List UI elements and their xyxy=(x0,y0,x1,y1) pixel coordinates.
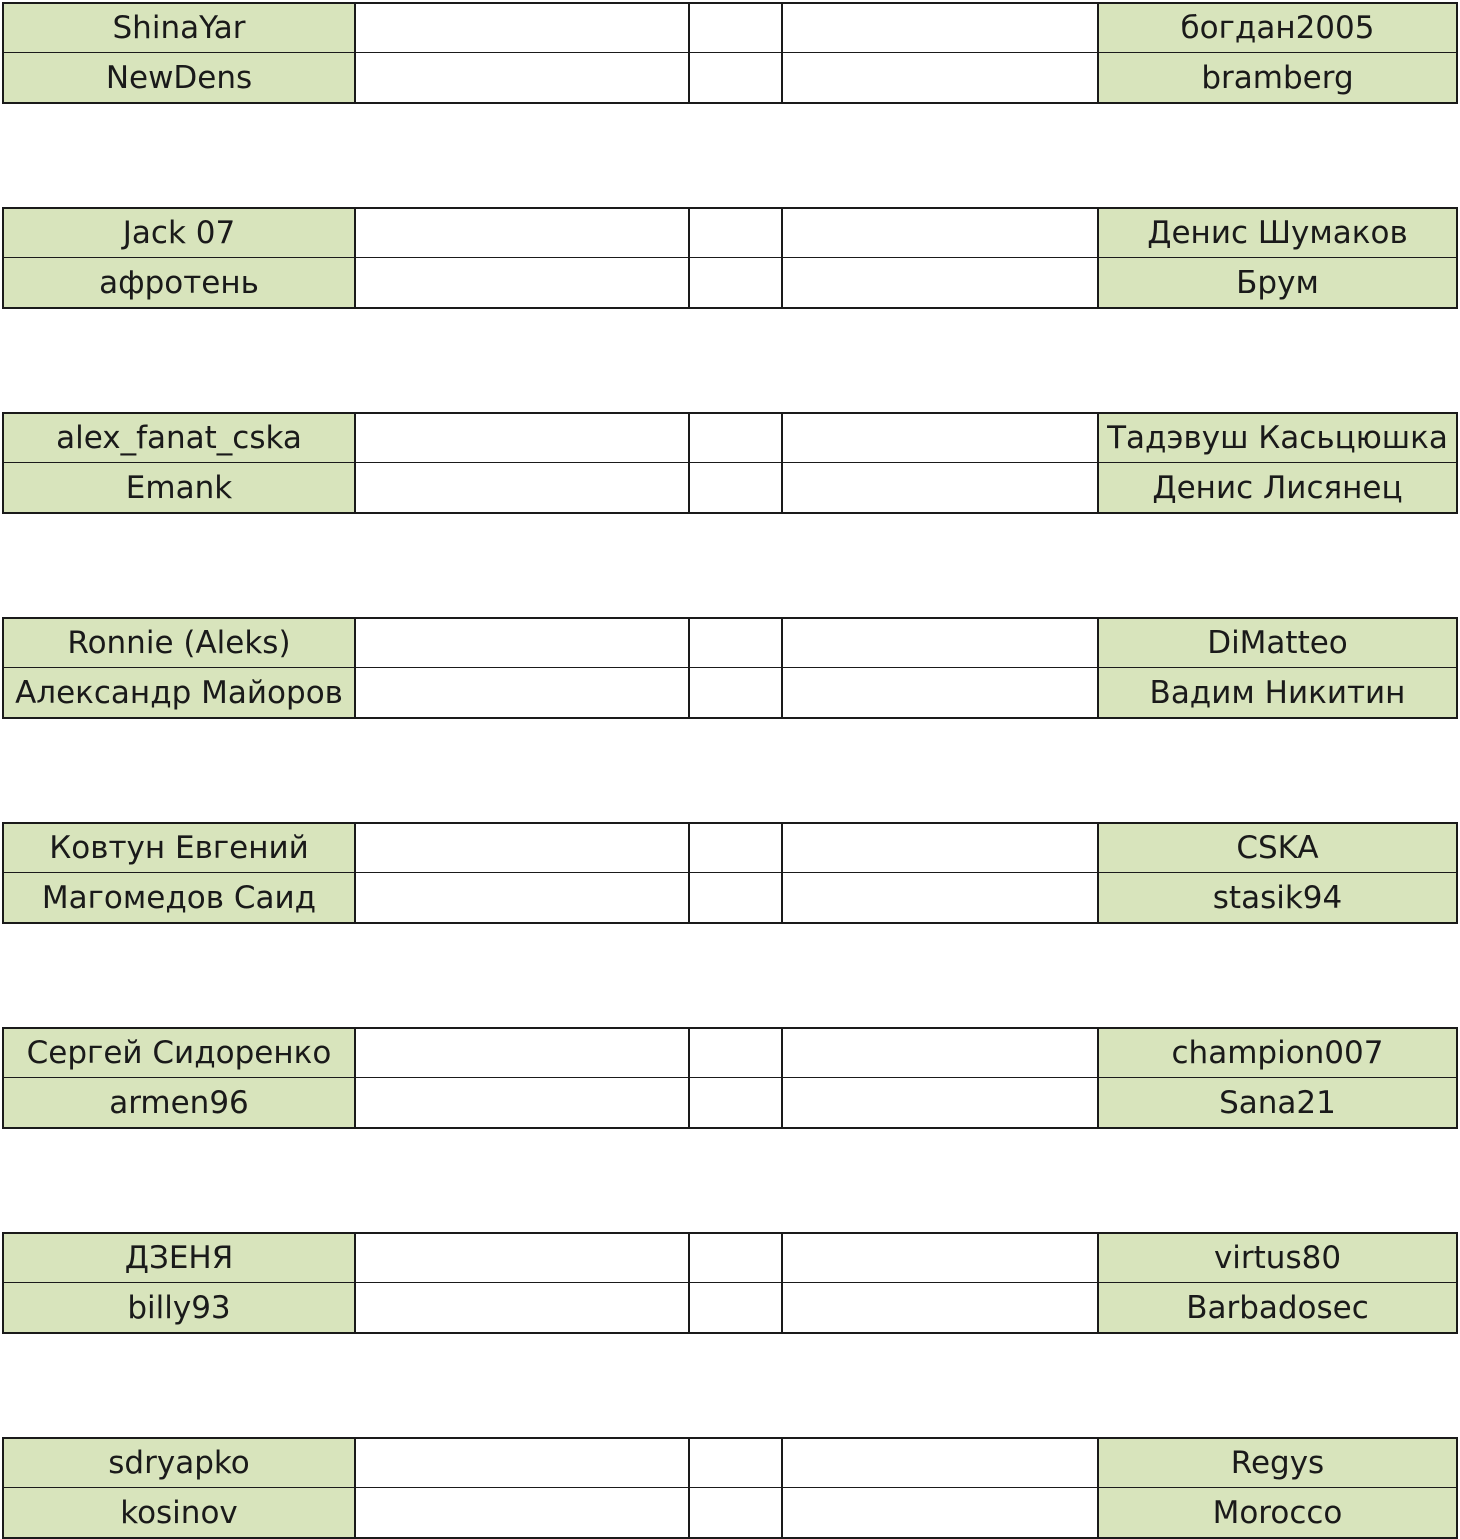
table-row xyxy=(2,258,1458,309)
left-player-cell[interactable]: kosinov xyxy=(2,1488,356,1539)
table-row xyxy=(2,207,1458,258)
separator-cell[interactable] xyxy=(688,1283,783,1334)
table-row xyxy=(2,1232,1458,1283)
table-row xyxy=(2,53,1458,104)
score-cell-left[interactable] xyxy=(354,1232,690,1284)
table-row xyxy=(2,873,1458,924)
left-player-cell[interactable]: Магомедов Саид xyxy=(2,873,356,924)
separator-cell[interactable] xyxy=(688,1488,783,1539)
right-player-cell[interactable]: bramberg xyxy=(1097,53,1458,104)
right-player-cell[interactable]: Regys xyxy=(1097,1437,1458,1489)
score-cell-left[interactable] xyxy=(354,617,690,669)
right-player-cell[interactable]: Тадэвуш Касьцюшка xyxy=(1097,412,1458,464)
left-player-cell[interactable]: Ronnie (Aleks) xyxy=(2,617,356,669)
score-cell-left[interactable] xyxy=(354,53,690,104)
left-player-cell[interactable]: alex_fanat_cska xyxy=(2,412,356,464)
separator-cell[interactable] xyxy=(688,412,783,464)
score-cell-right[interactable] xyxy=(781,1283,1099,1334)
score-cell-right[interactable] xyxy=(781,668,1099,719)
right-player-cell[interactable]: Брум xyxy=(1097,258,1458,309)
match-block xyxy=(2,1437,1458,1539)
left-player-cell[interactable]: Emank xyxy=(2,463,356,514)
separator-cell[interactable] xyxy=(688,207,783,259)
left-player-cell[interactable]: Jack 07 xyxy=(2,207,356,259)
score-cell-right[interactable] xyxy=(781,412,1099,464)
score-cell-right[interactable] xyxy=(781,1078,1099,1129)
match-block xyxy=(2,617,1458,719)
separator-cell[interactable] xyxy=(688,1232,783,1284)
separator-cell[interactable] xyxy=(688,1437,783,1489)
score-cell-right[interactable] xyxy=(781,463,1099,514)
right-player-cell[interactable]: stasik94 xyxy=(1097,873,1458,924)
score-cell-left[interactable] xyxy=(354,873,690,924)
score-cell-right[interactable] xyxy=(781,1232,1099,1284)
table-row xyxy=(2,2,1458,53)
match-block xyxy=(2,207,1458,309)
right-player-cell[interactable]: Morocco xyxy=(1097,1488,1458,1539)
match-block xyxy=(2,2,1458,104)
right-player-cell[interactable]: Sana21 xyxy=(1097,1078,1458,1129)
right-player-cell[interactable]: Денис Шумаков xyxy=(1097,207,1458,259)
score-cell-right[interactable] xyxy=(781,2,1099,54)
right-player-cell[interactable]: Денис Лисянец xyxy=(1097,463,1458,514)
score-cell-left[interactable] xyxy=(354,1283,690,1334)
score-cell-right[interactable] xyxy=(781,873,1099,924)
left-player-cell[interactable]: armen96 xyxy=(2,1078,356,1129)
right-player-cell[interactable]: DiMatteo xyxy=(1097,617,1458,669)
separator-cell[interactable] xyxy=(688,2,783,54)
left-player-cell[interactable]: ShinaYar xyxy=(2,2,356,54)
table-row xyxy=(2,1283,1458,1334)
score-cell-left[interactable] xyxy=(354,1027,690,1079)
table-row xyxy=(2,822,1458,873)
table-row xyxy=(2,463,1458,514)
left-player-cell[interactable]: Сергей Сидоренко xyxy=(2,1027,356,1079)
match-block xyxy=(2,1232,1458,1334)
score-cell-right[interactable] xyxy=(781,258,1099,309)
match-block xyxy=(2,822,1458,924)
table-row xyxy=(2,1488,1458,1539)
left-player-cell[interactable]: ДЗЕНЯ xyxy=(2,1232,356,1284)
score-cell-left[interactable] xyxy=(354,258,690,309)
score-cell-left[interactable] xyxy=(354,207,690,259)
right-player-cell[interactable]: champion007 xyxy=(1097,1027,1458,1079)
score-cell-right[interactable] xyxy=(781,53,1099,104)
left-player-cell[interactable]: sdryapko xyxy=(2,1437,356,1489)
score-cell-left[interactable] xyxy=(354,1488,690,1539)
right-player-cell[interactable]: Barbadosec xyxy=(1097,1283,1458,1334)
right-player-cell[interactable]: virtus80 xyxy=(1097,1232,1458,1284)
table-row xyxy=(2,668,1458,719)
left-player-cell[interactable]: афротень xyxy=(2,258,356,309)
score-cell-left[interactable] xyxy=(354,822,690,874)
right-player-cell[interactable]: богдан2005 xyxy=(1097,2,1458,54)
separator-cell[interactable] xyxy=(688,258,783,309)
match-block xyxy=(2,1027,1458,1129)
right-player-cell[interactable]: Вадим Никитин xyxy=(1097,668,1458,719)
separator-cell[interactable] xyxy=(688,1027,783,1079)
separator-cell[interactable] xyxy=(688,1078,783,1129)
separator-cell[interactable] xyxy=(688,668,783,719)
score-cell-right[interactable] xyxy=(781,1488,1099,1539)
separator-cell[interactable] xyxy=(688,617,783,669)
score-cell-right[interactable] xyxy=(781,1027,1099,1079)
left-player-cell[interactable]: Александр Майоров xyxy=(2,668,356,719)
score-cell-right[interactable] xyxy=(781,1437,1099,1489)
left-player-cell[interactable]: NewDens xyxy=(2,53,356,104)
score-cell-right[interactable] xyxy=(781,822,1099,874)
left-player-cell[interactable]: Ковтун Евгений xyxy=(2,822,356,874)
score-cell-left[interactable] xyxy=(354,2,690,54)
score-cell-right[interactable] xyxy=(781,207,1099,259)
right-player-cell[interactable]: CSKA xyxy=(1097,822,1458,874)
table-row xyxy=(2,1437,1458,1488)
score-cell-left[interactable] xyxy=(354,668,690,719)
separator-cell[interactable] xyxy=(688,822,783,874)
score-cell-left[interactable] xyxy=(354,463,690,514)
score-cell-left[interactable] xyxy=(354,1437,690,1489)
separator-cell[interactable] xyxy=(688,463,783,514)
match-block xyxy=(2,412,1458,514)
table-row xyxy=(2,1078,1458,1129)
score-cell-right[interactable] xyxy=(781,617,1099,669)
left-player-cell[interactable]: billy93 xyxy=(2,1283,356,1334)
table-row xyxy=(2,1027,1458,1078)
score-cell-left[interactable] xyxy=(354,1078,690,1129)
separator-cell[interactable] xyxy=(688,873,783,924)
score-cell-left[interactable] xyxy=(354,412,690,464)
table-row xyxy=(2,412,1458,463)
table-row xyxy=(2,617,1458,668)
separator-cell[interactable] xyxy=(688,53,783,104)
